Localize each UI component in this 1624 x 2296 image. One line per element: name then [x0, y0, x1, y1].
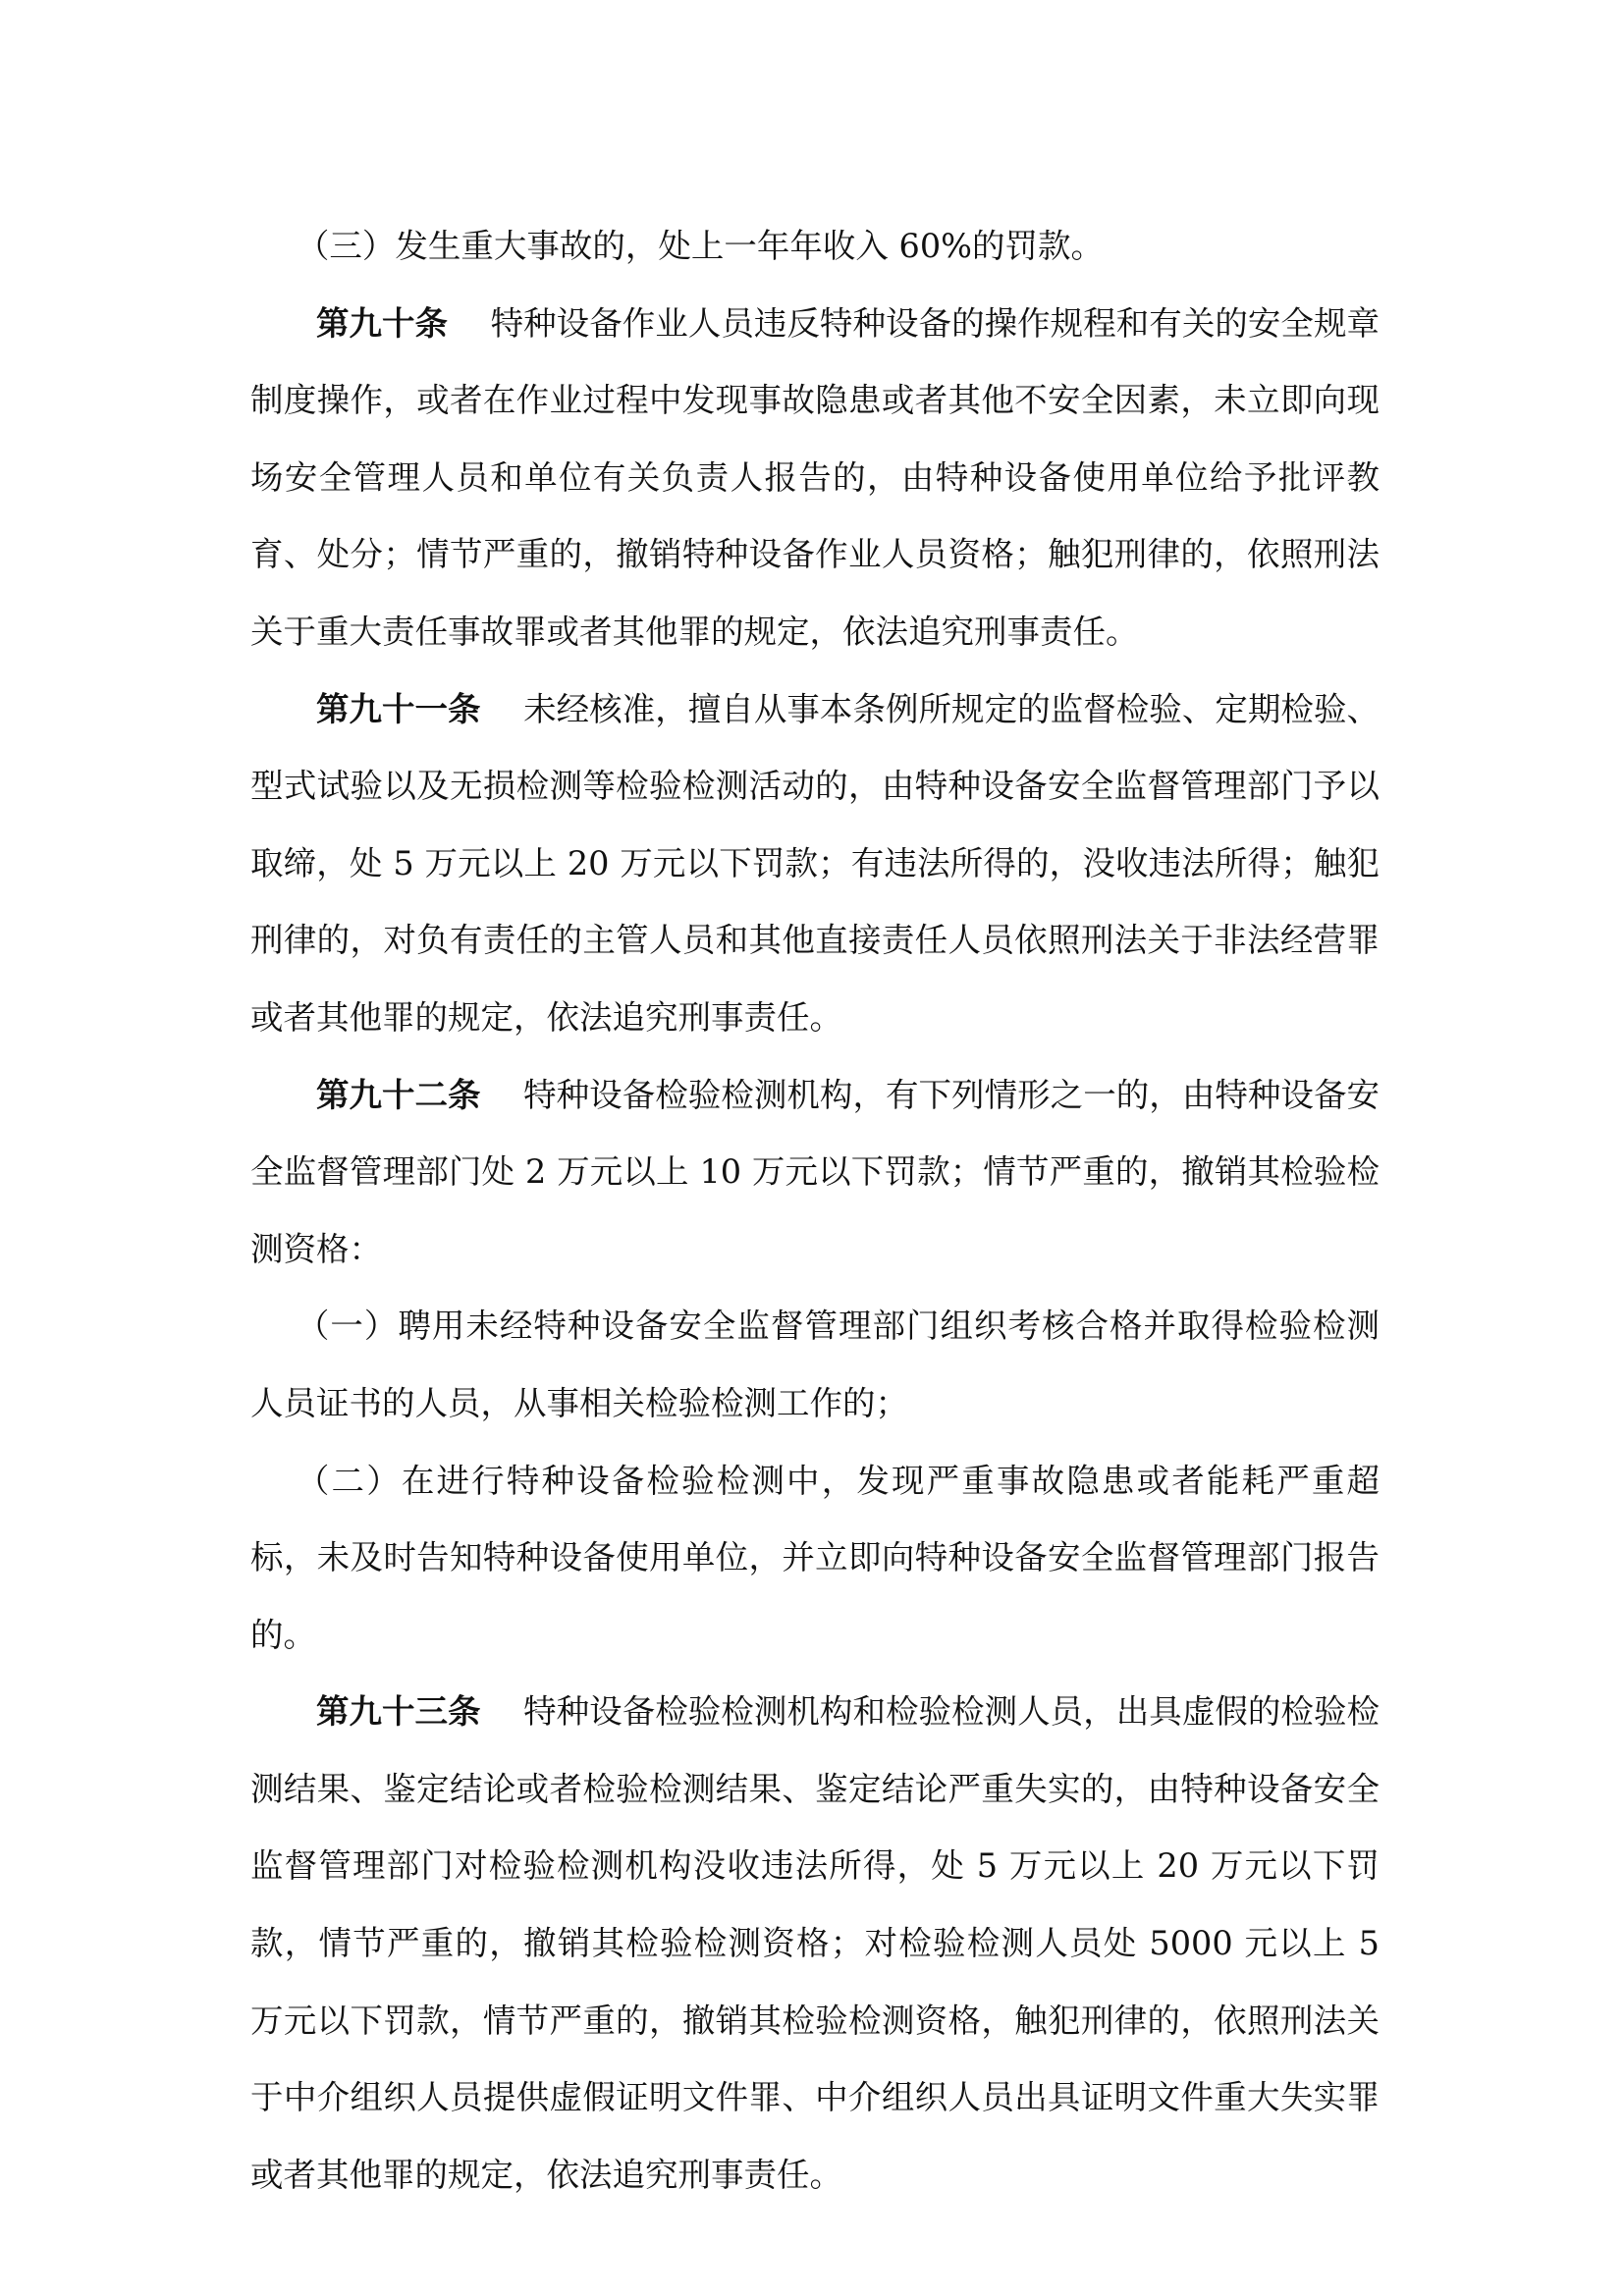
- article-90: [250, 286, 1380, 671]
- clause-text: （二）在进行特种设备检验检测中，发现严重事故隐患或者能耗严重超标，未及时告知特种设备使用单位，并立即向特种设备安全监督管理部门报告的。: [250, 1461, 1380, 1654]
- article-93: [250, 1674, 1380, 2214]
- clause-text: （一）聘用未经特种设备安全监督管理部门组织考核合格并取得检验检测人员证书的人员，从事相关检验检测工作的；: [250, 1307, 1380, 1422]
- article-title: 第九十三条: [316, 1692, 481, 1732]
- article-title: 第九十条: [316, 303, 448, 343]
- article-92: [250, 1057, 1380, 1289]
- article-title: 第九十二条: [316, 1075, 481, 1114]
- article-text: 未经核准，擅自从事本条例所规定的监督检验、定期检验、型式试验以及无损检测等检验检测活动的，由特种设备安全监督管理部门予以取缔，处 5 万元以上 20 万元以下罚款；有违法所得的，没收违法所得；触犯刑律的，对负有责任的主管人员和其他直接责任人员依照刑法关于非法经营罪或者其他罪的规定，依法追究刑事责任。: [250, 689, 1380, 1037]
- clause-item-2: [250, 1443, 1380, 1675]
- article-91: [250, 671, 1380, 1057]
- clause-item-3: [250, 208, 1380, 286]
- article-text: 特种设备检验检测机构，有下列情形之一的，由特种设备安全监督管理部门处 2 万元以上 10 万元以下罚款；情节严重的，撤销其检验检测资格：: [250, 1075, 1380, 1268]
- document-page: [250, 208, 1380, 2214]
- article-text: 特种设备检验检测机构和检验检测人员，出具虚假的检验检测结果、鉴定结论或者检验检测结果、鉴定结论严重失实的，由特种设备安全监督管理部门对检验检测机构没收违法所得，处 5 万元以上 20 万元以下罚款，情节严重的，撤销其检验检测资格；对检验检测人员处 5000 元以上 5 万元以下罚款，情节严重的，撤销其检验检测资格，触犯刑律的，依照刑法关于中介组织人员提供虚假证明文件罪、中介组织人员出具证明文件重大失实罪或者其他罪的规定，依法追究刑事责任。: [250, 1692, 1380, 2194]
- article-title: 第九十一条: [316, 689, 481, 728]
- clause-text: （三）发生重大事故的，处上一年年收入 60%的罚款。: [296, 227, 1104, 265]
- article-text: 特种设备作业人员违反特种设备的操作规程和有关的安全规章制度操作，或者在作业过程中发现事故隐患或者其他不安全因素，未立即向现场安全管理人员和单位有关负责人报告的，由特种设备使用单位给予批评教育、处分；情节严重的，撤销特种设备作业人员资格；触犯刑律的，依照刑法关于重大责任事故罪或者其他罪的规定，依法追究刑事责任。: [250, 303, 1380, 651]
- clause-item-1: [250, 1288, 1380, 1442]
